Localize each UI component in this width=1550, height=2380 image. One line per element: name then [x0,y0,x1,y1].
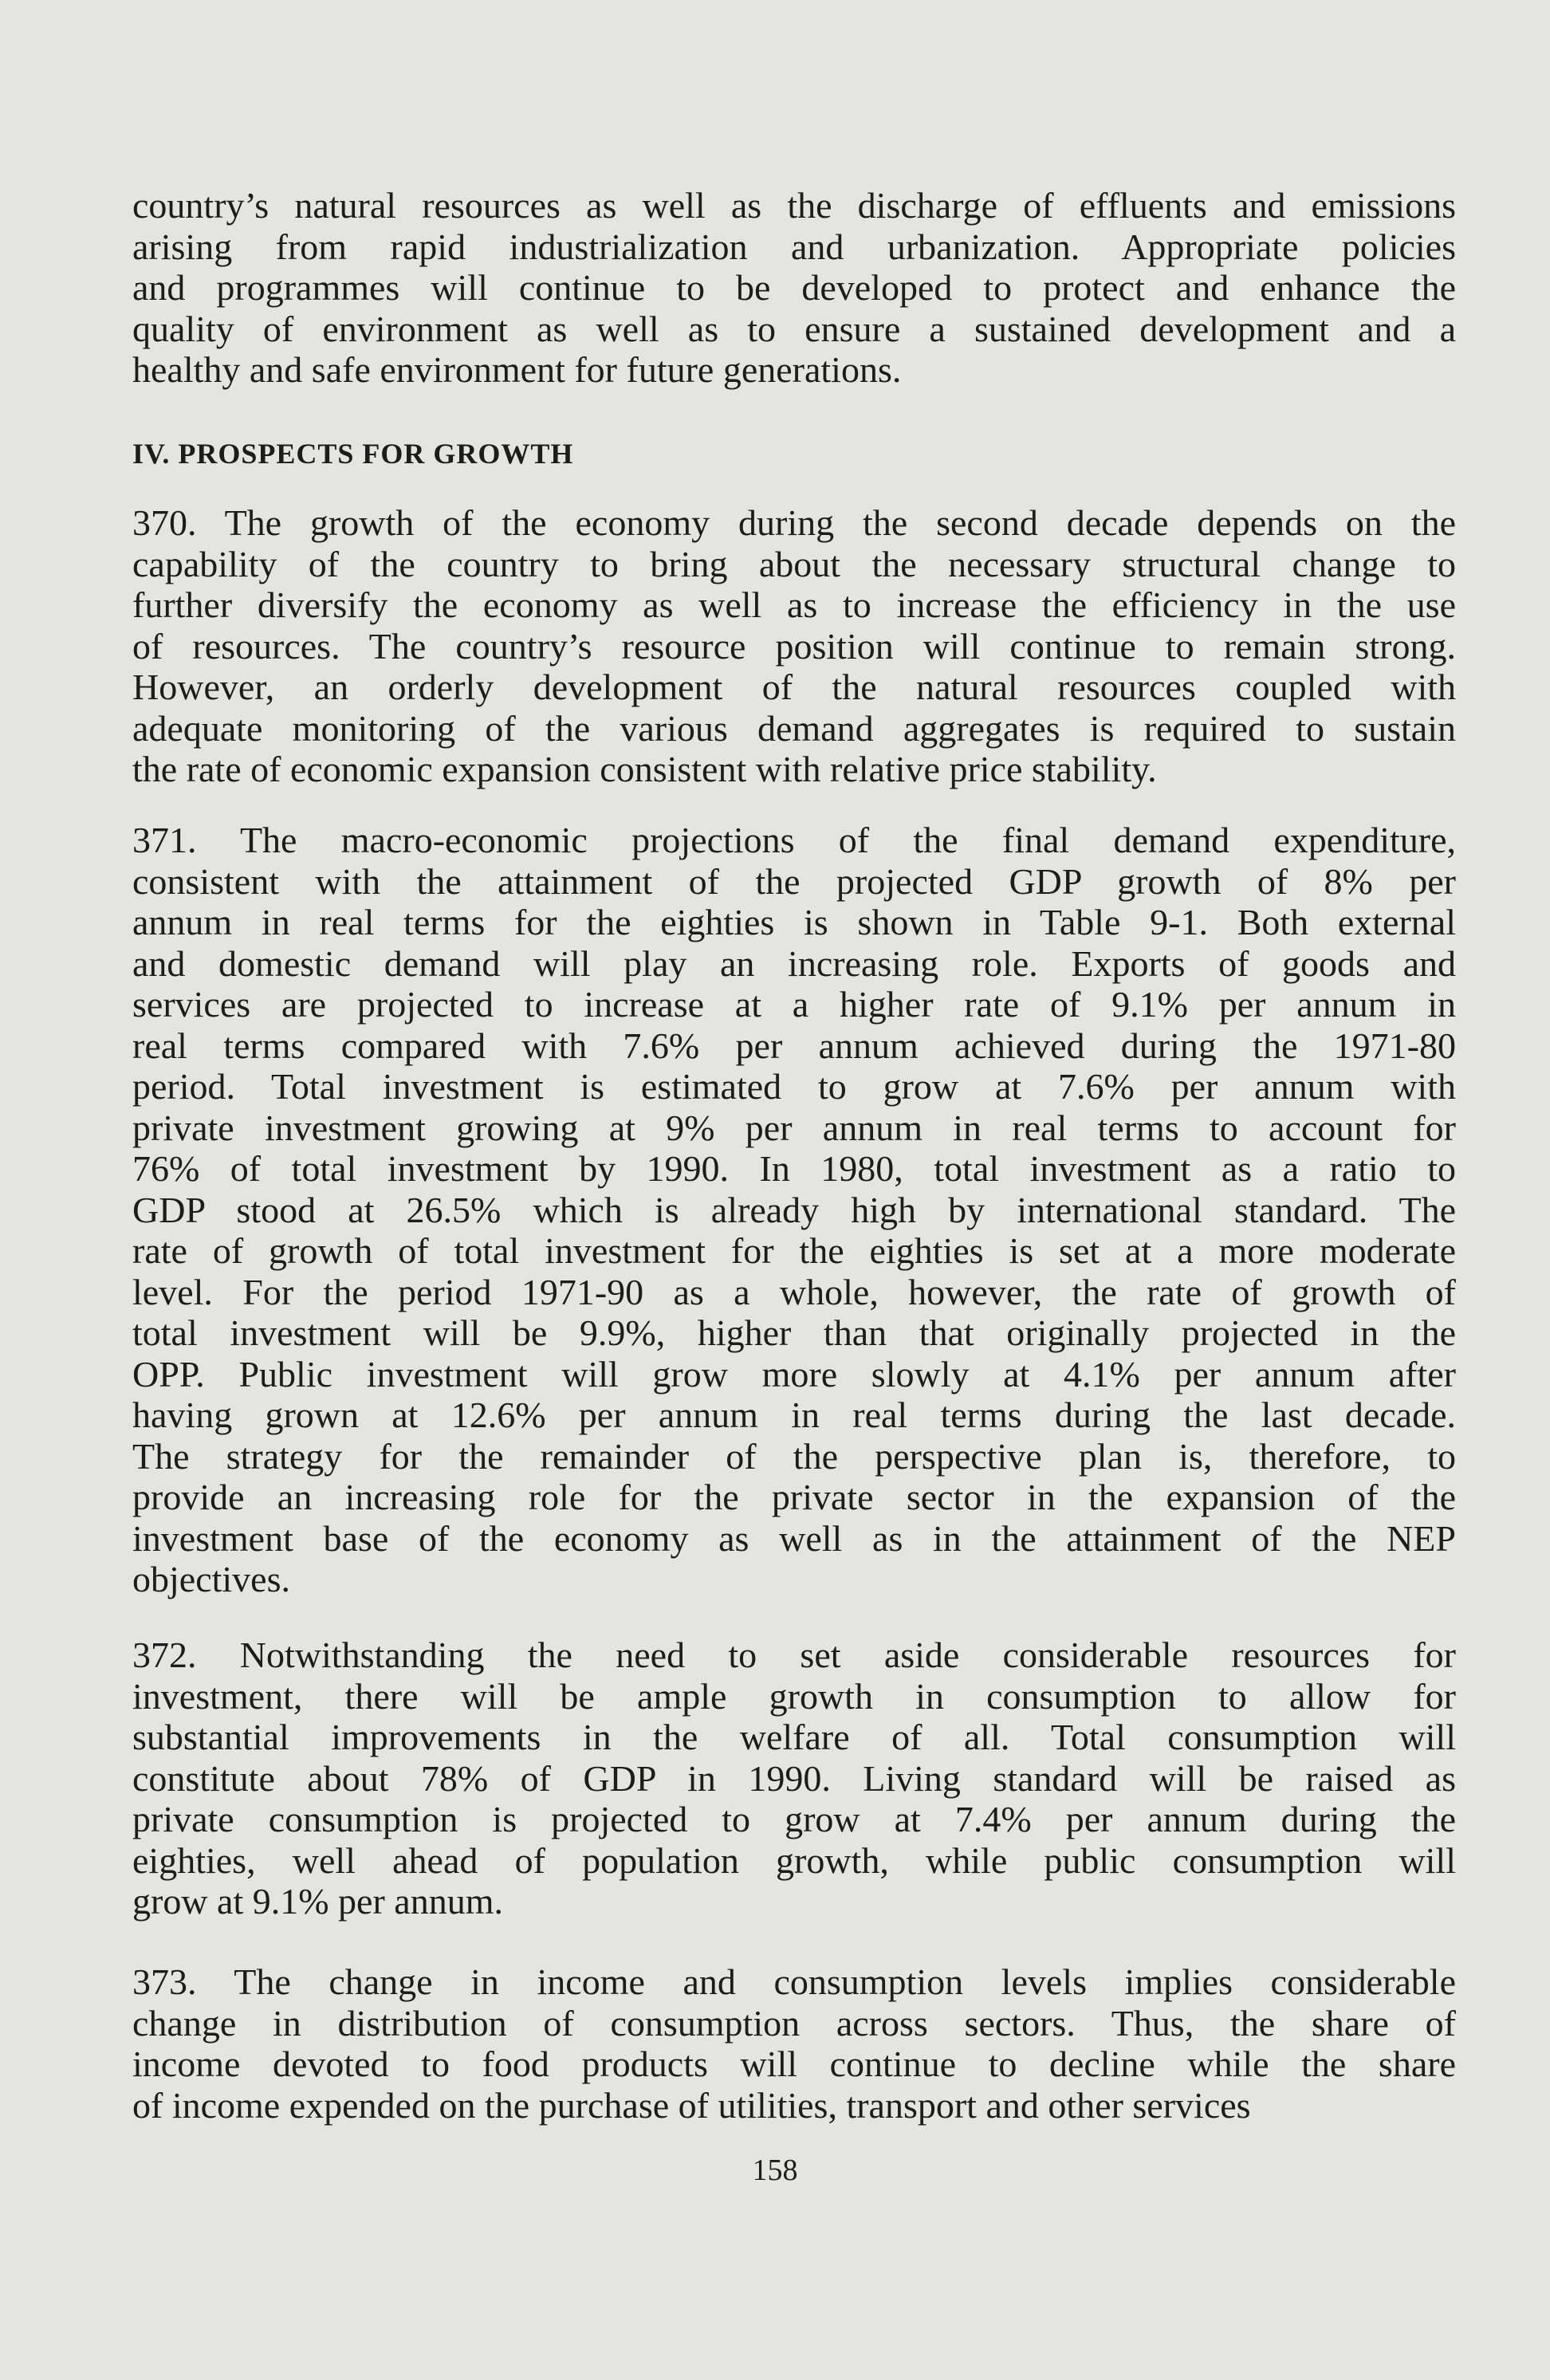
text-line: of resources. The country’s resource position will continue to remain strong. [132,625,1456,667]
text-line: provide an increasing role for the private sector in the expansion of the [132,1477,1456,1517]
text-line: change in distribution of consumption across sectors. Thus, the share of [132,2002,1456,2044]
text-line: adequate monitoring of the various demand aggregates is required to sustain [132,707,1456,749]
text-line: grow at 9.1% per annum. [132,1881,503,1922]
text-line: 373. The change in income and consumption levels implies considerable [132,1961,1456,2002]
text-line: rate of growth of total investment for the eighties is set at a more moderate [132,1230,1456,1271]
text-line: of income expended on the purchase of utilities, transport and other services [132,2084,1251,2126]
text-line: private consumption is projected to grow at 7.4% per annum during the [132,1799,1456,1839]
text-line: objectives. [132,1559,290,1599]
text-line: having grown at 12.6% per annum in real terms during the last decade. [132,1395,1456,1435]
text-line: and programmes will continue to be developed to protect and enhance the [132,267,1456,308]
text-line: OPP. Public investment will grow more slowly at 4.1% per annum after [132,1353,1456,1395]
text-line: The strategy for the remainder of the perspective plan is, therefore, to [132,1435,1456,1477]
text-line: 371. The macro-economic projections of the final demand expenditure, [132,820,1456,860]
text-line: total investment will be 9.9%, higher than that originally projected in the [132,1312,1456,1353]
text-line: 76% of total investment by 1990. In 1980, total investment as a ratio to [132,1148,1456,1189]
paragraph-370 [132,502,1456,790]
text-line: quality of environment as well as to ensure a sustained development and a [132,308,1456,349]
paragraph-371 [132,820,1456,1600]
text-line: annum in real terms for the eighties is shown in Table 9-1. Both external [132,902,1456,942]
page-number: 158 [752,2154,798,2187]
text-line: constitute about 78% of GDP in 1990. Living standard will be raised as [132,1757,1456,1799]
text-line: investment base of the economy as well as in the attainment of the NEP [132,1517,1456,1559]
text-line: further diversify the economy as well as to increase the efficiency in the use [132,584,1456,625]
text-line: substantial improvements in the welfare of all. Total consumption will [132,1717,1456,1757]
text-line: the rate of economic expansion consistent with relative price stability. [132,749,1157,789]
text-line: investment, there will be ample growth in consumption to allow for [132,1675,1456,1717]
paragraph-373 [132,1961,1456,2126]
text-line: and domestic demand will play an increasing role. Exports of goods and [132,942,1456,984]
text-line: consistent with the attainment of the projected GDP growth of 8% per [132,860,1456,902]
text-line: 370. The growth of the economy during the second decade depends on the [132,502,1456,543]
paragraph-intro [132,185,1456,391]
text-line: country’s natural resources as well as the discharge of effluents and emissions [132,185,1456,226]
section-heading: IV. PROSPECTS FOR GROWTH [132,438,574,470]
paragraph-372 [132,1635,1456,1922]
text-line: GDP stood at 26.5% which is already high by international standard. The [132,1189,1456,1230]
text-line: period. Total investment is estimated to grow at 7.6% per annum with [132,1066,1456,1107]
text-line: real terms compared with 7.6% per annum achieved during the 1971-80 [132,1025,1456,1066]
text-line: arising from rapid industrialization and urbanization. Appropriate policies [132,226,1456,267]
text-line: private investment growing at 9% per annum in real terms to account for [132,1107,1456,1148]
text-line: services are projected to increase at a higher rate of 9.1% per annum in [132,984,1456,1025]
text-line: level. For the period 1971-90 as a whole, however, the rate of growth of [132,1271,1456,1312]
text-line: income devoted to food products will continue to decline while the share [132,2044,1456,2084]
text-line: However, an orderly development of the natural resources coupled with [132,667,1456,707]
text-line: healthy and safe environment for future generations. [132,349,902,390]
text-line: 372. Notwithstanding the need to set aside considerable resources for [132,1635,1456,1675]
text-line: eighties, well ahead of population growth, while public consumption will [132,1839,1456,1881]
text-line: capability of the country to bring about the necessary structural change to [132,543,1456,584]
